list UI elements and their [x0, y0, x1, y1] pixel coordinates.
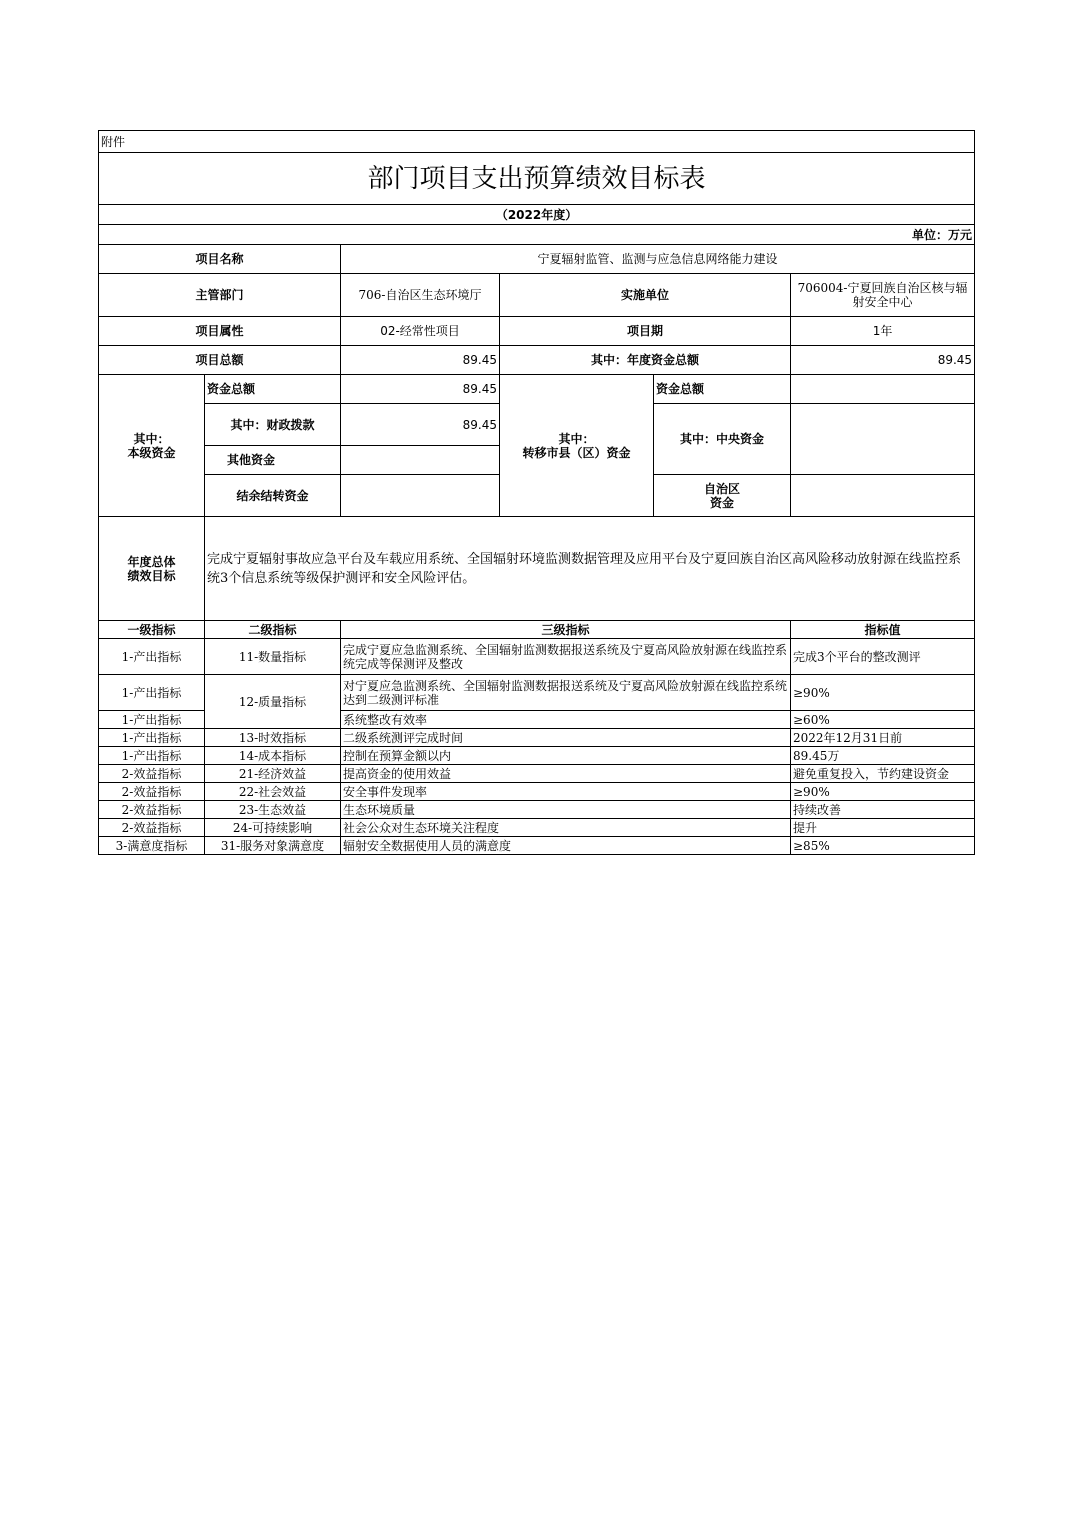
year-label: （2022年度） [99, 205, 975, 225]
row-l2: 24-可持续影响 [205, 819, 341, 837]
table-row [99, 837, 975, 855]
table-row [99, 747, 975, 765]
local-total-label: 资金总额 [205, 375, 341, 404]
dept-label: 主管部门 [99, 274, 341, 317]
goal-text: 完成宁夏辐射事故应急平台及车载应用系统、全国辐射环境监测数据管理及应用平台及宁夏回族自治区高风险移动放射源在线监控系统3个信息系统等级保护测评和安全风险评估。 [205, 517, 975, 621]
row-l1: 1-产出指标 [99, 747, 205, 765]
col-header-l1: 一级指标 [99, 621, 205, 639]
row-l1: 2-效益指标 [99, 801, 205, 819]
project-name-label: 项目名称 [99, 245, 341, 274]
row-value: 89.45万 [791, 747, 975, 765]
project-name-value: 宁夏辐射监管、监测与应急信息网络能力建设 [341, 245, 975, 274]
table-row [99, 765, 975, 783]
fiscal-value: 89.45 [341, 404, 500, 446]
row-l1: 1-产出指标 [99, 639, 205, 675]
col-header-value: 指标值 [791, 621, 975, 639]
dept-value: 706-自治区生态环境厅 [341, 274, 500, 317]
table-row [99, 675, 975, 711]
row-l2: 31-服务对象满意度 [205, 837, 341, 855]
row-l3: 控制在预算金额以内 [341, 747, 791, 765]
attr-value: 02-经常性项目 [341, 317, 500, 346]
performance-target-sheet [98, 130, 974, 855]
row-l2: 22-社会效益 [205, 783, 341, 801]
other-funds-label: 其他资金 [205, 446, 341, 475]
row-value: 提升 [791, 819, 975, 837]
attr-label: 项目属性 [99, 317, 341, 346]
total-value: 89.45 [341, 346, 500, 375]
region-funds-value [791, 475, 975, 517]
row-l3: 生态环境质量 [341, 801, 791, 819]
row-l3: 二级系统测评完成时间 [341, 729, 791, 747]
col-header-l2: 二级指标 [205, 621, 341, 639]
row-l1: 2-效益指标 [99, 765, 205, 783]
row-l1: 1-产出指标 [99, 675, 205, 711]
region-funds-label: 自治区 资金 [654, 475, 791, 517]
impl-value: 706004-宁夏回族自治区核与辐射安全中心 [791, 274, 975, 317]
row-l3: 辐射安全数据使用人员的满意度 [341, 837, 791, 855]
row-l1: 1-产出指标 [99, 729, 205, 747]
row-value: 完成3个平台的整改测评 [791, 639, 975, 675]
table-row [99, 639, 975, 675]
table-row [99, 819, 975, 837]
row-l2: 12-质量指标 [205, 675, 341, 729]
table-row [99, 783, 975, 801]
transfer-funds-label: 其中： 转移市县（区）资金 [500, 375, 654, 517]
fiscal-label: 其中：财政拨款 [205, 404, 341, 446]
period-label: 项目期 [500, 317, 791, 346]
row-value: ≥90% [791, 783, 975, 801]
local-funds-label: 其中： 本级资金 [99, 375, 205, 517]
annual-label: 其中：年度资金总额 [500, 346, 791, 375]
row-value: 持续改善 [791, 801, 975, 819]
row-l3: 社会公众对生态环境关注程度 [341, 819, 791, 837]
period-value: 1年 [791, 317, 975, 346]
row-l2: 21-经济效益 [205, 765, 341, 783]
table-row [99, 801, 975, 819]
row-l1: 2-效益指标 [99, 819, 205, 837]
unit-label: 单位：万元 [99, 225, 975, 245]
central-label: 其中：中央资金 [654, 404, 791, 475]
row-l3: 安全事件发现率 [341, 783, 791, 801]
attachment-label: 附件 [99, 131, 975, 153]
row-l2: 13-时效指标 [205, 729, 341, 747]
table-row [99, 729, 975, 747]
carry-funds-value [341, 475, 500, 517]
row-value: 避免重复投入，节约建设资金 [791, 765, 975, 783]
row-value: ≥85% [791, 837, 975, 855]
row-value: 2022年12月31日前 [791, 729, 975, 747]
row-l2: 14-成本指标 [205, 747, 341, 765]
row-l2: 23-生态效益 [205, 801, 341, 819]
central-value [791, 404, 975, 475]
other-funds-value [341, 446, 500, 475]
col-header-l3: 三级指标 [341, 621, 791, 639]
row-l3: 提高资金的使用效益 [341, 765, 791, 783]
row-l1: 3-满意度指标 [99, 837, 205, 855]
row-l3: 完成宁夏应急监测系统、全国辐射监测数据报送系统及宁夏高风险放射源在线监控系统完成等保测评及整改 [341, 639, 791, 675]
impl-label: 实施单位 [500, 274, 791, 317]
goal-label: 年度总体 绩效目标 [99, 517, 205, 621]
page-title: 部门项目支出预算绩效目标表 [99, 153, 975, 205]
row-l1: 1-产出指标 [99, 711, 205, 729]
row-value: ≥60% [791, 711, 975, 729]
row-l2: 11-数量指标 [205, 639, 341, 675]
total-label: 项目总额 [99, 346, 341, 375]
performance-table [98, 130, 975, 855]
row-l3: 系统整改有效率 [341, 711, 791, 729]
carry-funds-label: 结余结转资金 [205, 475, 341, 517]
row-value: ≥90% [791, 675, 975, 711]
annual-value: 89.45 [791, 346, 975, 375]
row-l1: 2-效益指标 [99, 783, 205, 801]
row-l3: 对宁夏应急监测系统、全国辐射监测数据报送系统及宁夏高风险放射源在线监控系统达到二级测评标准 [341, 675, 791, 711]
transfer-total-label: 资金总额 [654, 375, 791, 404]
transfer-total-value [791, 375, 975, 404]
local-total-value: 89.45 [341, 375, 500, 404]
